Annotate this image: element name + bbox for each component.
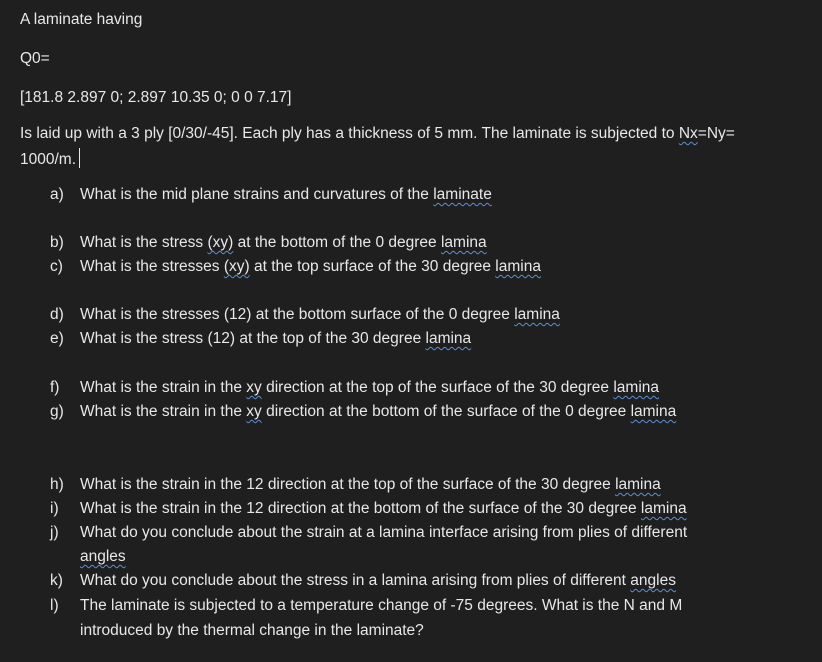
- spellcheck-word: lamina: [640, 500, 687, 517]
- spellcheck-word: laminate: [433, 186, 492, 203]
- question-text: [80, 185, 492, 205]
- question-text: [80, 329, 471, 349]
- intro-line-2: [20, 148, 80, 170]
- spellcheck-word: lamina: [514, 306, 560, 323]
- spellcheck-word: lamina: [613, 379, 660, 396]
- question-text: What do you conclude about the strain at a lamina interface arising from plies of different: [80, 524, 688, 541]
- spellcheck-word: angles: [630, 572, 676, 589]
- question-text-part: at the top surface of the 30 degree: [249, 258, 496, 275]
- question-label: k): [50, 572, 63, 589]
- question-text: The laminate is subjected to a temperature change of -75 degrees. What is the N and M: [80, 597, 683, 614]
- intro-text-a: Is laid up with a 3 ply [0/30/-45]. Each ply has a thickness of 5 mm. The laminate is subjected to: [20, 125, 679, 142]
- doc-title: A laminate having: [20, 11, 143, 28]
- question-text: [80, 475, 661, 495]
- question-text: [80, 402, 676, 422]
- question-text-part: What is the stress (12) at the top of the 30 degree: [80, 330, 426, 347]
- question-text: [80, 233, 487, 253]
- question-text: [80, 571, 676, 591]
- question-text-part: direction at the bottom of the surface of the 0 degree: [261, 403, 631, 420]
- spellcheck-word: lamina: [495, 258, 541, 275]
- question-text-part: What is the stress: [80, 234, 208, 251]
- question-text-part: What is the strain in the 12 direction at the bottom of the surface of the 30 degree: [80, 500, 641, 517]
- question-label: j): [50, 524, 59, 541]
- question-text-part: What is the strain in the 12 direction at the top of the surface of the 30 degree: [80, 476, 616, 493]
- question-text-part: direction at the top of the surface of the 30 degree: [261, 379, 614, 396]
- spellcheck-word: lamina: [425, 330, 472, 347]
- spellcheck-word: xy: [246, 403, 262, 420]
- intro-text-2: 1000/m.: [20, 151, 77, 168]
- question-label: l): [50, 597, 59, 614]
- text-cursor: [79, 148, 80, 168]
- q0-label: Q0=: [20, 50, 50, 67]
- question-text: [80, 499, 687, 519]
- question-label: f): [50, 379, 60, 396]
- spellcheck-word: (xy): [223, 258, 250, 275]
- intro-nx: Nx: [678, 125, 698, 142]
- spellcheck-word: lamina: [440, 234, 487, 251]
- spellcheck-word: lamina: [615, 476, 661, 493]
- question-label: e): [50, 330, 64, 347]
- question-text-part: What is the mid plane strains and curvatures of the: [80, 186, 434, 203]
- spellcheck-word: lamina: [630, 403, 677, 420]
- question-text-part: What is the strain in the: [80, 403, 247, 420]
- intro-line-1: [20, 124, 735, 144]
- question-label: g): [50, 403, 64, 420]
- question-label: b): [50, 234, 64, 251]
- question-text: [80, 305, 560, 325]
- spellcheck-word: xy: [246, 379, 262, 396]
- stiffness-matrix: [181.8 2.897 0; 2.897 10.35 0; 0 0 7.17]: [20, 89, 292, 106]
- question-text: [80, 378, 659, 398]
- question-label: d): [50, 306, 64, 323]
- question-label: h): [50, 476, 64, 493]
- question-label: a): [50, 186, 64, 203]
- question-text: [80, 257, 541, 277]
- question-text-part: at the bottom of the 0 degree: [233, 234, 441, 251]
- question-text-part: What do you conclude about the stress in a lamina arising from plies of different: [80, 572, 631, 589]
- question-label: i): [50, 500, 59, 517]
- question-text-part: What is the stresses (12) at the bottom surface of the 0 degree: [80, 306, 515, 323]
- intro-text-c: =Ny=: [697, 125, 735, 142]
- question-text: introduced by the thermal change in the laminate?: [80, 622, 424, 639]
- spellcheck-word: (xy): [207, 234, 234, 251]
- question-label: c): [50, 258, 63, 275]
- question-text-part: What is the strain in the: [80, 379, 247, 396]
- spellcheck-word: angles: [80, 548, 126, 565]
- question-text-part: What is the stresses: [80, 258, 224, 275]
